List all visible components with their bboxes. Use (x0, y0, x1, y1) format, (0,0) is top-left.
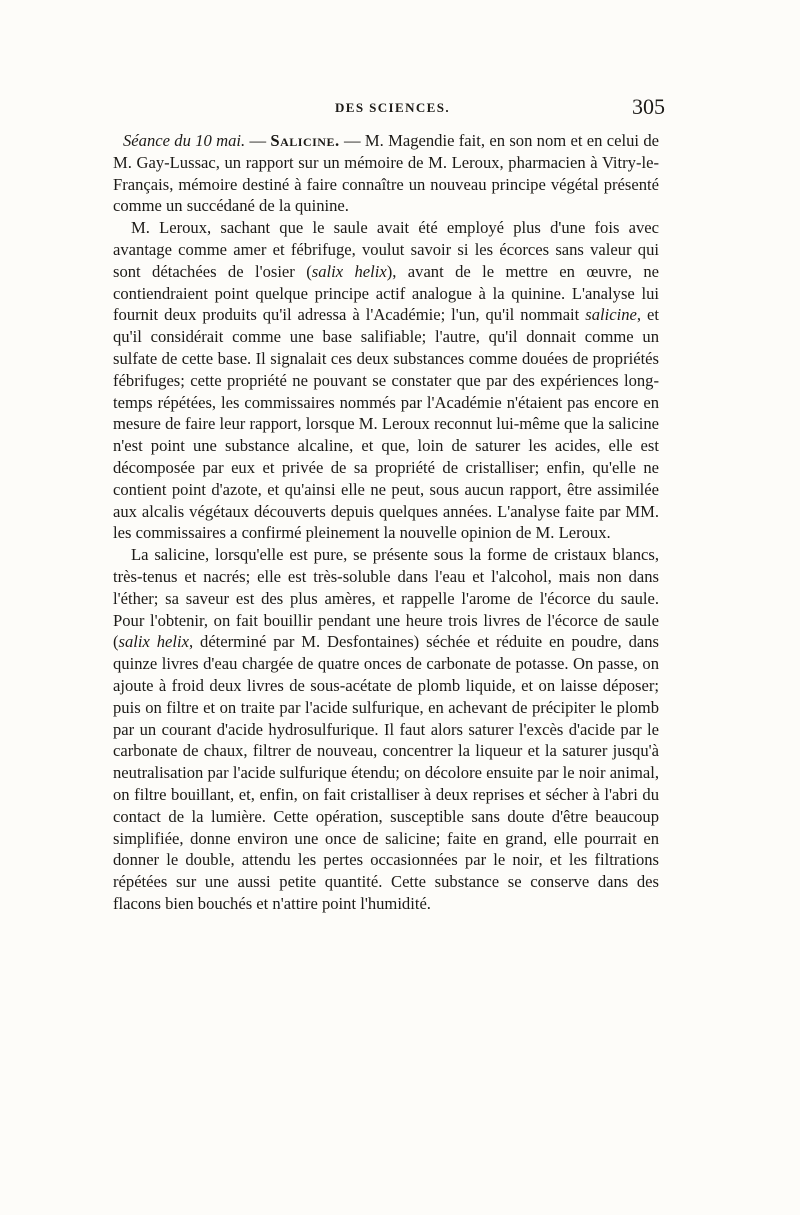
species-name: salix helix (311, 261, 387, 281)
running-title: DES SCIENCES. (335, 100, 451, 115)
species-name: salix helix (118, 632, 189, 652)
paragraph-text: , déterminé par M. Desfontaines) séchée et réduite en poudre, dans quinze livres d'eau chargée de quatre onces de carbonate de potasse. On passe, on ajoute à froid deux livres de sous-acétate de plomb liquide, et on laisse déposer; puis on filtre et on traite par l'acide sulfurique, en achevant de précipiter le plomb par un courant d'acide hydrosulfurique. Il faut alors saturer l'excès d'acide par le carbonate de chaux, filtrer de nouveau, concentrer la liqueur et la saturer jusqu'à neutralisation par l'acide sulfurique étendu; on décolore ensuite par le noir animal, on filtre bouillant, et, enfin, on fait cristalliser à deux reprises et sécher à l'abri du contact de la lumière. Cette opération, susceptible sans doute d'être beaucoup simplifiée, donne environ une once de salicine; faite en grand, elle pourrait en donner le double, attendu les pertes occasionnées par le noir, et les filtrations répétées sur une aussi petite quantité. Cette substance se conserve dans des flacons bien bouchés et n'attire point l'humidité. (113, 632, 659, 913)
dash: — (245, 131, 271, 150)
paragraph-preparation (113, 544, 659, 915)
seance-date: Séance du 10 mai. (123, 131, 246, 150)
paragraph-text: M. Leroux, sachant que le saule avait été employé plus d'une fois avec avantage comme amer et fébrifuge, voulut savoir si les écorces sans valeur qui sont détachées de l'osier ( (113, 218, 659, 281)
body-text (113, 130, 659, 915)
paragraph-seance (113, 130, 659, 217)
paragraph-text: ), avant de le mettre en œuvre, ne contiendraient point quelque principe actif analogue à la quinine. L'analyse lui fournit deux produits qu'il adressa à l'Académie; l'un, qu'il nommait (113, 261, 659, 325)
dash: — (339, 131, 365, 150)
salicine-term: salicine (585, 305, 637, 325)
paragraph-text: La salicine, lorsqu'elle est pure, se présente sous la forme de cristaux blancs, très-tenus et nacrés; elle est très-soluble dans l'eau et l'alcohol, mais non dans l'éther; sa saveur est des plus amères, et rappelle l'arome de l'écorce du saule. Pour l'obtenir, on fait bouillir pendant une heure trois livres de l'écorce de saule ( (113, 545, 659, 652)
paragraph-leroux (113, 217, 659, 544)
book-page (113, 94, 665, 915)
paragraph-text: M. Magendie fait, en son nom et en celui de M. Gay-Lussac, un rapport sur un mémoire de M. Leroux, pharmacien à Vitry-le-Français, mémoire destiné à faire connaître un nouveau principe végétal présenté comme un succédané de la quinine. (113, 131, 659, 216)
subject-heading: Salicine. (270, 131, 340, 150)
paragraph-text: , et qu'il considérait comme une base salifiable; l'autre, qu'il donnait comme un sulfate de cette base. Il signalait ces deux substances comme douées de propriétés fébrifuges; cette propriété ne pouvant se constater que par des expériences long-temps répétées, les commissaires nommés par l'Académie n'étaient pas encore en mesure de faire leur rapport, lorsque M. Leroux reconnut lui-même que la salicine n'est point une substance alcaline, et que, loin de saturer les acides, elle est décomposée par eux et privée de sa propriété de cristalliser; enfin, qu'elle ne contient point d'azote, et qu'ainsi elle ne peut, sous aucun rapport, être assimilée aux alcalis végétaux découverts depuis quelques années. L'analyse faite par MM. les commissaires a confirmé pleinement la nouvelle opinion de M. Leroux. (113, 305, 659, 543)
running-head (113, 94, 665, 130)
page-number: 305 (632, 94, 665, 119)
